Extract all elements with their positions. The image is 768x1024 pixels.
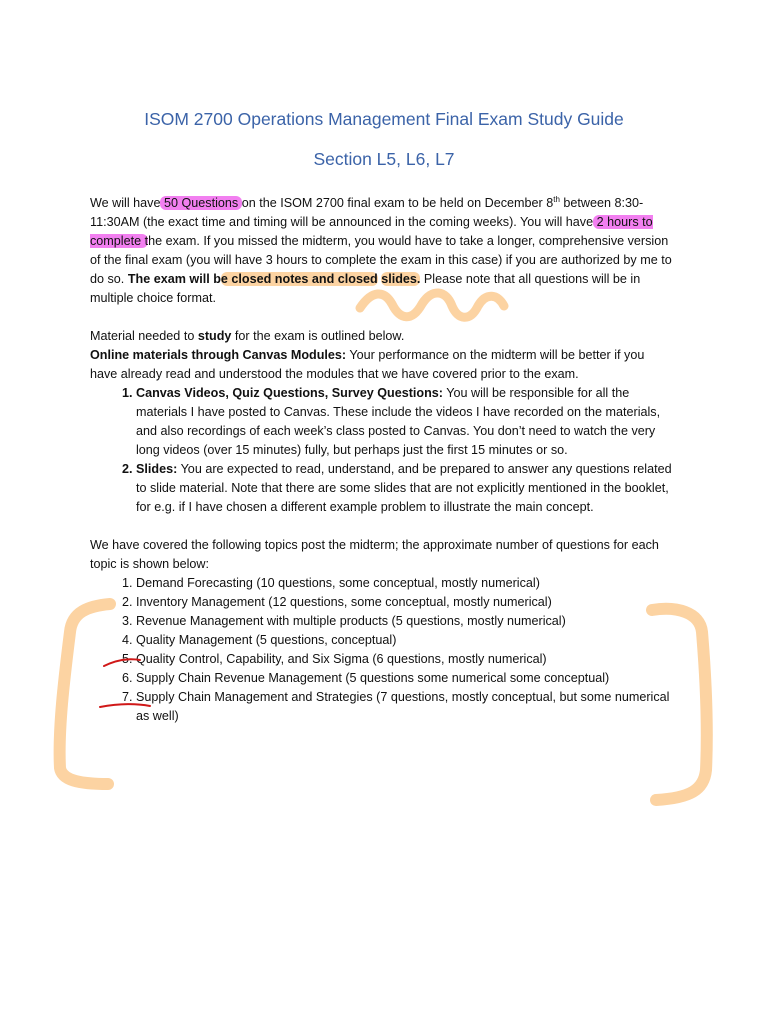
topics-list bbox=[90, 574, 675, 726]
materials-list bbox=[90, 384, 675, 517]
intro-text-4: he exam. If you missed the midterm, you would have to take a longer, comprehensive version of the final exam (you will have 3 hours to complete the exam in this case) if you are authorized by me to do so. bbox=[90, 234, 672, 286]
intro-bold-text: The exam will b bbox=[127, 272, 221, 286]
list-item: 1. Canvas Videos, Quiz Questions, Survey Questions: You will be responsible for all the materials I have posted to Canvas. These include the videos I have recorded on the materials, and also recordings of each week’s class posted to Canvas. You don’t need to watch the very long videos (over 15 minutes) fully, but perhaps just the first 15 minutes or so. bbox=[136, 384, 675, 460]
intro-text-3: between 8:30-11:30AM (the exact time and timing will be announced in the coming weeks). You will have bbox=[90, 196, 644, 229]
document-subtitle: Section L5, L6, L7 bbox=[313, 149, 455, 169]
material-study-word: study bbox=[197, 329, 232, 343]
intro-text-2: on the ISOM 2700 final exam to be held on December 8 bbox=[241, 196, 554, 210]
intro-paragraph bbox=[90, 194, 675, 308]
list-item: 2. Slides: You are expected to read, understand, and be prepared to answer any questions related to slide material. Note that there are some slides that are not explicitly mentioned in the booklet, for e.g. if I have chosen a different example problem to illustrate the main concept. bbox=[136, 460, 675, 517]
highlight-closed-notes: e closed notes and closed bbox=[220, 272, 378, 286]
intro-text-1: We will have bbox=[90, 196, 161, 210]
topic-item: 2. Inventory Management (12 questions, some conceptual, mostly numerical) bbox=[136, 593, 675, 612]
topic-item: 7. Supply Chain Management and Strategies (7 questions, mostly conceptual, but some numerical as well) bbox=[136, 688, 675, 726]
material-paragraph bbox=[90, 327, 675, 346]
document-body bbox=[90, 194, 675, 726]
topic-item: 1. Demand Forecasting (10 questions, some conceptual, mostly numerical) bbox=[136, 574, 675, 593]
online-materials-text: Your performance on the midterm will be better if you have already read and understood the modules that we have covered prior to the exam. bbox=[90, 348, 645, 381]
topic-item: 5. Quality Control, Capability, and Six Sigma (6 questions, mostly numerical) bbox=[136, 650, 675, 669]
topic-item: 3. Revenue Management with multiple products (5 questions, mostly numerical) bbox=[136, 612, 675, 631]
material-text-2: for the exam is outlined below. bbox=[231, 329, 405, 343]
topic-item: 4. Quality Management (5 questions, conceptual) bbox=[136, 631, 675, 650]
highlight-slides: slides. bbox=[381, 272, 421, 286]
topics-intro: We have covered the following topics post the midterm; the approximate number of questions for each topic is shown below: bbox=[90, 538, 659, 571]
topic-item: 6. Supply Chain Revenue Management (5 questions some numerical some conceptual) bbox=[136, 669, 675, 688]
intro-text-5: Please note that all questions will be in multiple choice format. bbox=[90, 272, 641, 305]
online-materials-paragraph bbox=[90, 346, 675, 384]
document-title: ISOM 2700 Operations Management Final Exam Study Guide bbox=[144, 109, 624, 129]
highlight-2-hours: 2 hours to complete t bbox=[90, 215, 653, 248]
date-superscript: th bbox=[553, 194, 560, 204]
online-materials-label: Online materials through Canvas Modules: bbox=[90, 348, 347, 362]
highlight-50-questions: 50 Questions bbox=[160, 196, 242, 210]
material-text-1: Material needed to bbox=[90, 329, 198, 343]
